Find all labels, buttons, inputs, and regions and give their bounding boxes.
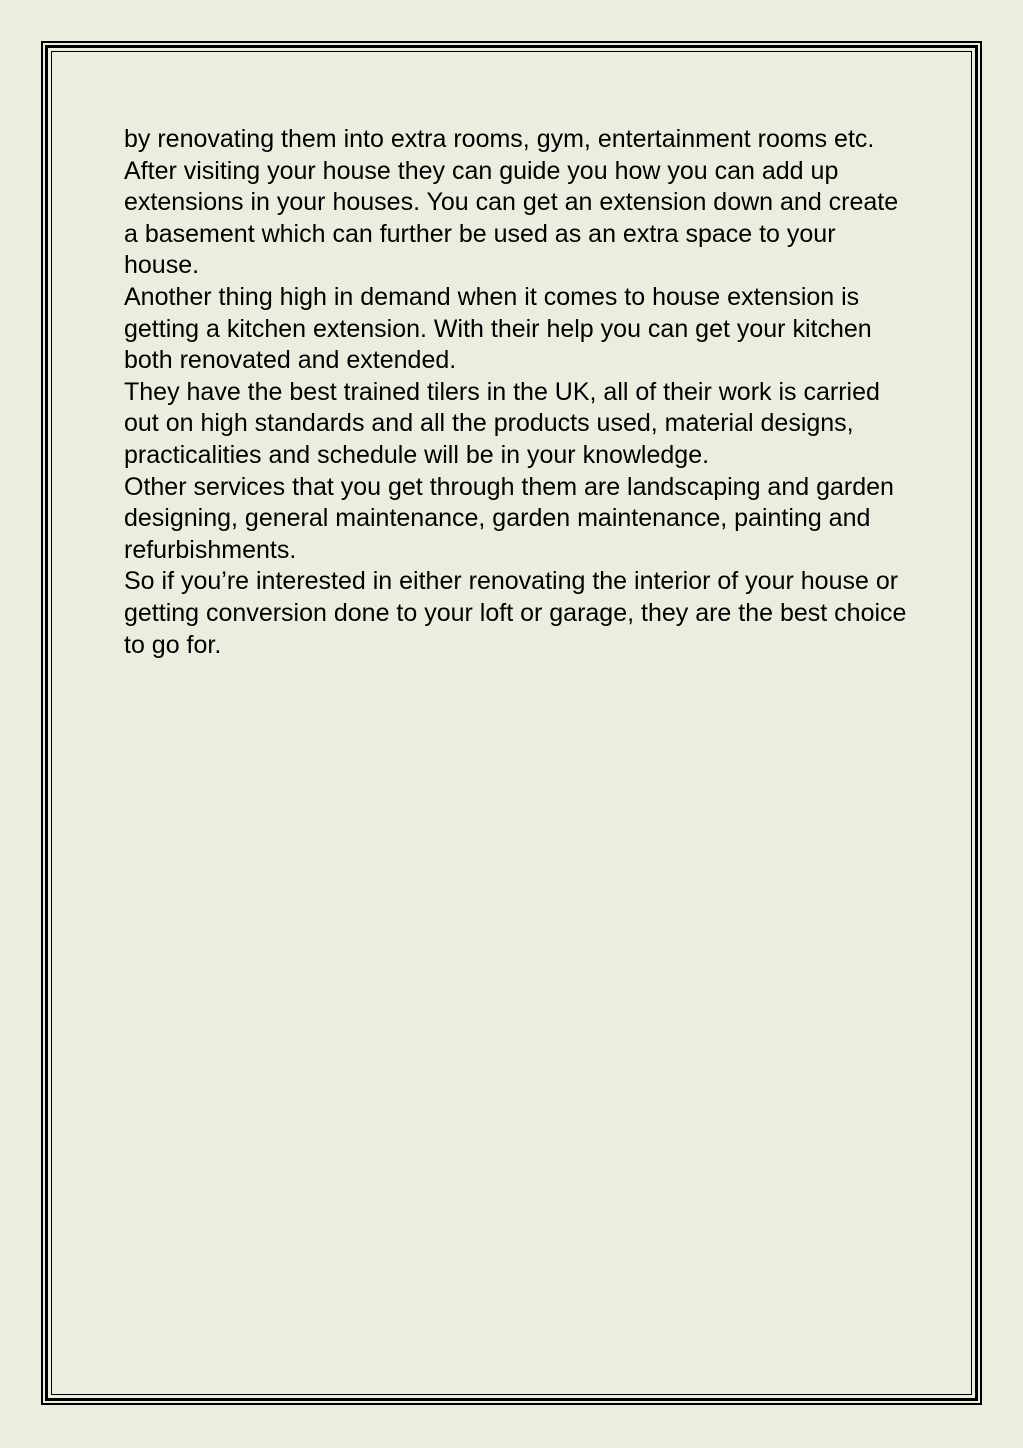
document-body: [124, 124, 914, 661]
paragraph: Another thing high in demand when it comes to house extension is getting a kitchen extension. With their help you can get your kitchen both renovated and extended.: [124, 282, 872, 375]
paragraph: by renovating them into extra rooms, gym, entertainment rooms etc. After visiting your house they can guide you how you can add up extensions in your houses. You can get an extension down and create a basement which can further be used as an extra space to your house.: [124, 125, 899, 280]
paragraph: Other services that you get through them are landscaping and garden designing, general maintenance, garden maintenance, painting and refurbishments.: [124, 472, 894, 564]
paragraph: They have the best trained tilers in the UK, all of their work is carried out on high standards and all the products used, material designs, practicalities and schedule will be in your knowledge.: [124, 377, 880, 469]
paragraph: So if you’re interested in either renovating the interior of your house or getting conversion done to your loft or garage, they are the best choice to go for.: [124, 567, 907, 659]
